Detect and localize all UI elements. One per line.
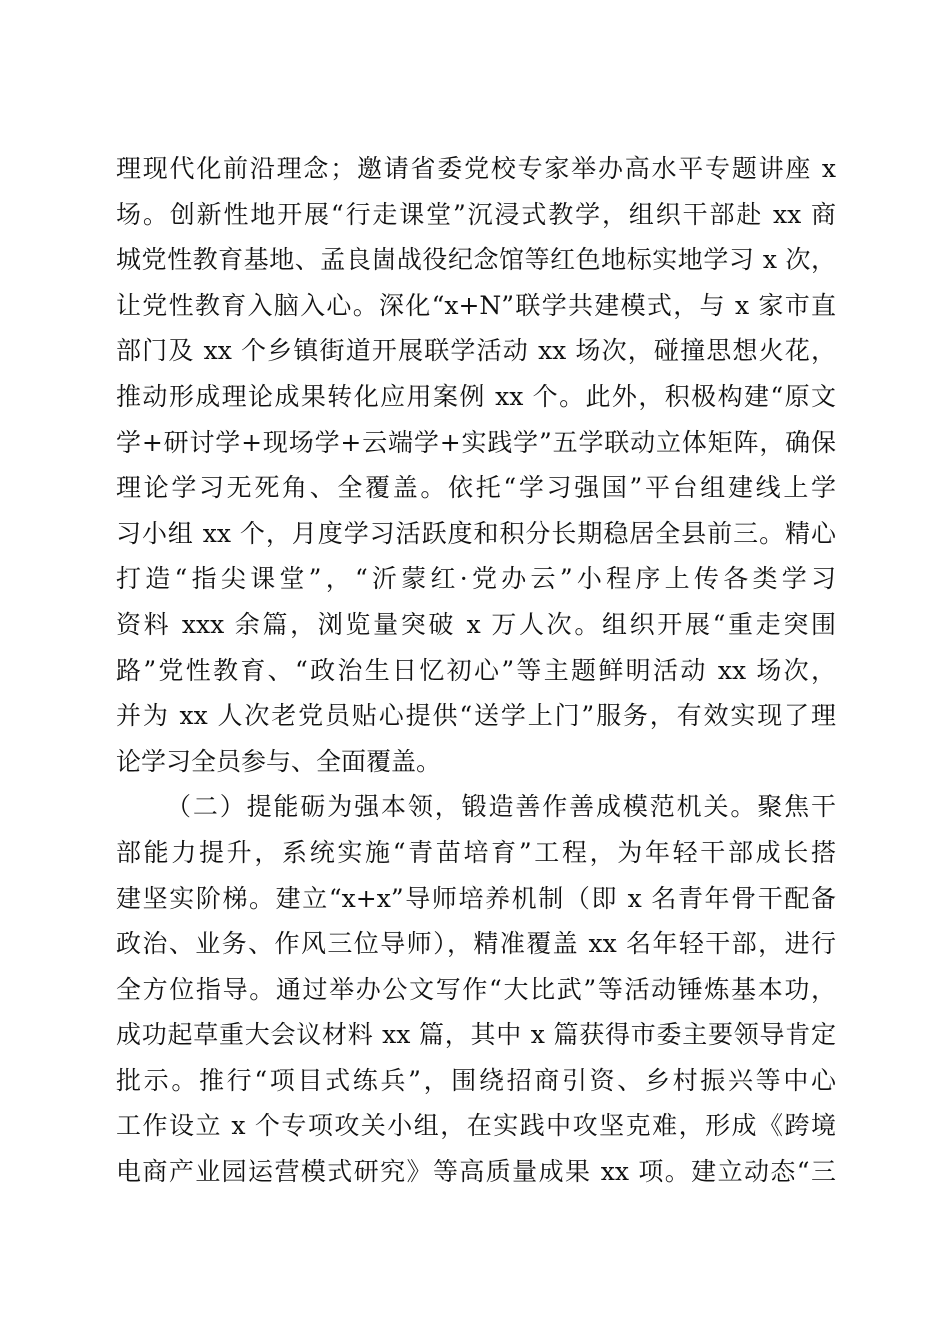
text-line: 让党性教育入脑入心。深化“x+N”联学共建模式，与 x 家市直 — [116, 290, 836, 320]
text-line: 部门及 xx 个乡镇街道开展联学活动 xx 场次，碰撞思想火花， — [116, 336, 836, 366]
text-line: 路”党性教育、“政治生日忆初心”等主题鲜明活动 xx 场次， — [116, 655, 836, 685]
text-line: 推动形成理论成果转化应用案例 xx 个。此外，积极构建“原文 — [116, 381, 836, 411]
text-line: 理论学习无死角、全覆盖。依托“学习强国”平台组建线上学 — [116, 473, 836, 503]
text-line: 政治、业务、作风三位导师），精准覆盖 xx 名年轻干部，进行 — [116, 929, 836, 959]
text-line: 全方位指导。通过举办公文写作“大比武”等活动锤炼基本功， — [116, 974, 836, 1004]
text-line: 工作设立 x 个专项攻关小组，在实践中攻坚克难，形成《跨境 — [116, 1111, 836, 1141]
text-line: 打造“指尖课堂”，“沂蒙红·党办云”小程序上传各类学习 — [116, 564, 836, 594]
text-line: 批示。推行“项目式练兵”，围绕招商引资、乡村振兴等中心 — [116, 1065, 836, 1095]
text-line: 习小组 xx 个，月度学习活跃度和积分长期稳居全县前三。精心 — [116, 518, 836, 548]
text-line-paragraph-end: 论学习全员参与、全面覆盖。 — [116, 746, 442, 776]
text-line: 理现代化前沿理念；邀请省委党校专家举办高水平专题讲座 x — [116, 154, 836, 183]
body-text — [116, 146, 836, 1195]
text-line: 电商产业园运营模式研究》等高质量成果 xx 项。建立动态“三 — [116, 1157, 836, 1187]
section-heading-line: （二）提能砺为强本领，锻造善作善成模范机关。聚焦干 — [166, 792, 836, 822]
text-line: 城党性教育基地、孟良崮战役纪念馆等红色地标实地学习 x 次， — [116, 245, 836, 275]
text-line: 并为 xx 人次老党员贴心提供“送学上门”服务，有效实现了理 — [116, 701, 836, 731]
text-line: 建坚实阶梯。建立“x+x”导师培养机制（即 x 名青年骨干配备 — [116, 883, 836, 913]
text-line: 部能力提升，系统实施“青苗培育”工程，为年轻干部成长搭 — [116, 837, 836, 867]
text-line: 学+研讨学+现场学+云端学+实践学”五学联动立体矩阵，确保 — [116, 427, 836, 457]
text-line: 场。创新性地开展“行走课堂”沉浸式教学，组织干部赴 xx 商 — [116, 199, 836, 229]
text-line: 成功起草重大会议材料 xx 篇，其中 x 篇获得市委主要领导肯定 — [116, 1020, 836, 1050]
text-line: 资料 xxx 余篇，浏览量突破 x 万人次。组织开展“重走突围 — [116, 609, 836, 639]
